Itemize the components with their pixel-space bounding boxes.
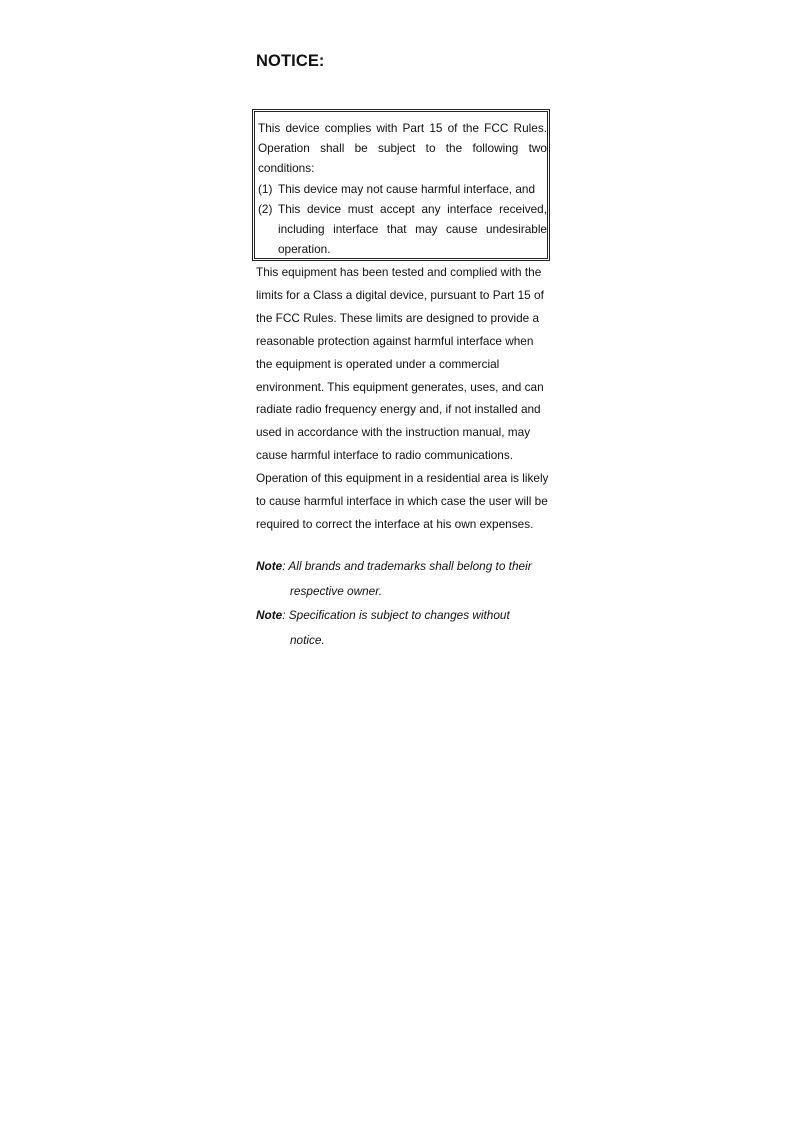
note-text: : Specification is subject to changes without bbox=[282, 608, 510, 622]
note-text-continued: notice. bbox=[290, 633, 325, 647]
condition-item bbox=[258, 199, 547, 260]
fcc-compliance-box bbox=[252, 109, 550, 261]
condition-text: This device must accept any interface received, including interface that may cause undesirable operation. bbox=[278, 201, 547, 257]
note-trademarks bbox=[256, 554, 552, 604]
fcc-compliance-content bbox=[258, 118, 547, 259]
body-paragraph: This equipment has been tested and complied with the limits for a Class a digital device, pursuant to Part 15 of the FCC Rules. These limits are designed to provide a reasonable protection against harmful interface when the equipment is operated under a commercial environment. This equipment generates, uses, and can radiate radio frequency energy and, if not installed and used in accordance with the instruction manual, may cause harmful interface to radio communications. Operation of this equipment in a residential area is likely to cause harmful interface in which case the user will be required to correct the interface at his own expenses. bbox=[256, 265, 549, 531]
note-text: : All brands and trademarks shall belong to their bbox=[282, 559, 532, 573]
page-title: NOTICE: bbox=[256, 52, 325, 70]
condition-number: (1) bbox=[258, 181, 273, 196]
condition-number: (2) bbox=[258, 201, 273, 216]
fcc-intro-text: This device complies with Part 15 of the FCC Rules. Operation shall be subject to the following two conditions: bbox=[258, 121, 547, 176]
note-text-continued: respective owner. bbox=[290, 584, 383, 598]
note-label: Note bbox=[256, 608, 283, 622]
condition-item bbox=[258, 179, 547, 199]
note-label: Note bbox=[256, 559, 283, 573]
note-specification bbox=[256, 603, 552, 653]
condition-text: This device may not cause harmful interface, and bbox=[278, 181, 536, 196]
